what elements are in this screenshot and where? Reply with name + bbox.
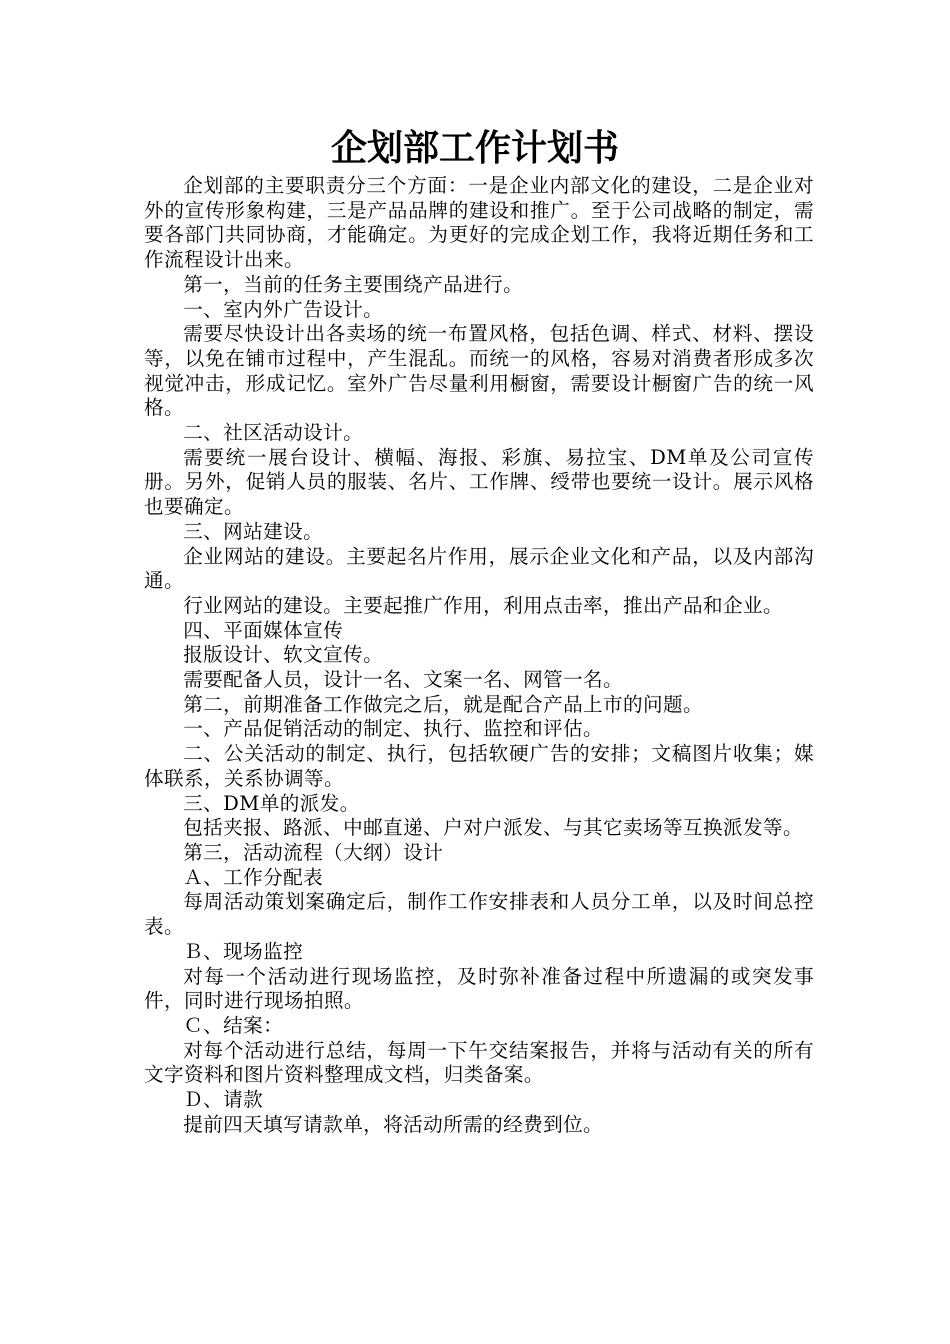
document-title: 企划部工作计划书 bbox=[330, 127, 619, 169]
paragraph: 对每一个活动进行现场监控，及时弥补准备过程中所遗漏的或突发事件，同时进行现场拍照。 bbox=[144, 964, 814, 1013]
paragraph-heading: Ｂ、现场监控 bbox=[183, 939, 304, 963]
paragraph: 行业网站的建设。主要起推广作用，利用点击率，推出产品和企业。 bbox=[183, 593, 783, 617]
paragraph-heading: 一、室内外广告设计。 bbox=[183, 297, 384, 321]
paragraph-heading: Ｃ、结案： bbox=[183, 1013, 284, 1037]
paragraph-section-1: 第一，当前的任务主要围绕产品进行。 bbox=[183, 272, 524, 296]
paragraph: 企业网站的建设。主要起名片作用，展示企业文化和产品，以及内部沟通。 bbox=[144, 544, 814, 593]
paragraph-section-2: 第二，前期准备工作做完之后，就是配合产品上市的问题。 bbox=[183, 692, 704, 716]
paragraph-heading: Ｄ、请款 bbox=[183, 1088, 264, 1112]
paragraph: 每周活动策划案确定后，制作工作安排表和人员分工单，以及时间总控表。 bbox=[144, 890, 814, 939]
paragraph-heading: Ａ、工作分配表 bbox=[183, 865, 324, 889]
paragraph-heading: 二、社区活动设计。 bbox=[183, 421, 364, 445]
paragraph-heading: 四、平面媒体宣传 bbox=[183, 618, 344, 642]
paragraph: 需要统一展台设计、横幅、海报、彩旗、易拉宝、DM单及公司宣传册。另外，促销人员的服装、名片、工作牌、绶带也要统一设计。展示风格也要确定。 bbox=[144, 445, 814, 519]
paragraph-heading: 三、DM单的派发。 bbox=[183, 791, 360, 815]
paragraph: 对每个活动进行总结，每周一下午交结案报告，并将与活动有关的所有文字资料和图片资料整理成文档，归类备案。 bbox=[144, 1038, 814, 1087]
paragraph-heading: 三、网站建设。 bbox=[183, 519, 324, 543]
paragraph: 二、公关活动的制定、执行，包括软硬广告的安排；文稿图片收集；媒体联系，关系协调等。 bbox=[144, 742, 814, 790]
paragraph: 需要配备人员，设计一名、文案一名、网管一名。 bbox=[183, 668, 624, 692]
paragraph: 包括夹报、路派、中邮直递、户对户派发、与其它卖场等互换派发等。 bbox=[183, 816, 803, 840]
document-body bbox=[144, 174, 814, 1137]
paragraph-intro: 企划部的主要职责分三个方面：一是企业内部文化的建设，二是企业对外的宣传形象构建，三是产品品牌的建设和推广。至于公司战略的制定，需要各部门共同协商，才能确定。为更好的完成企划工作，我将近期任务和工作流程设计出来。 bbox=[144, 174, 814, 272]
paragraph: 一、产品促销活动的制定、执行、监控和评估。 bbox=[183, 717, 604, 741]
paragraph-section-3: 第三，活动流程（大纲）设计 bbox=[183, 840, 444, 864]
paragraph: 提前四天填写请款单，将活动所需的经费到位。 bbox=[183, 1112, 604, 1136]
paragraph: 需要尽快设计出各卖场的统一布置风格，包括色调、样式、材料、摆设等，以免在铺市过程中，产生混乱。而统一的风格，容易对消费者形成多次视觉冲击，形成记忆。室外广告尽量利用橱窗，需要设计橱窗广告的统一风格。 bbox=[144, 322, 814, 420]
paragraph: 报版设计、软文宣传。 bbox=[183, 643, 384, 667]
